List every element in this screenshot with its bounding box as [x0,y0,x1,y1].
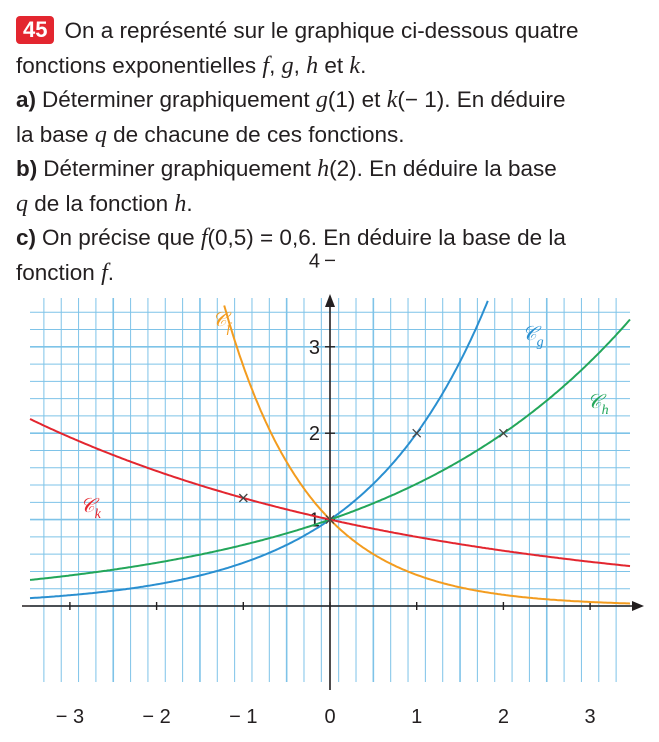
sep-2: , [293,52,307,78]
x-tick-label: − 3 [55,706,85,728]
intro-line-2 [16,49,646,84]
exercise-number-badge: 45 [16,16,54,44]
y-axis-arrow [325,294,335,307]
fn-k: k [349,52,361,79]
question-b-h2: (2). En déduire la base [329,156,557,181]
sep-3: et [318,52,350,78]
curve-label-h: 𝒞$_h$ [587,391,609,418]
question-a-g: g [315,87,328,113]
question-b-line-1 [16,152,646,187]
x-tick-label: − 2 [142,706,171,728]
intro-text-1: On a représenté sur le graphique ci-dessous quatre [64,18,579,43]
y-tick-label: 1 [308,509,320,532]
question-a-k1: (− 1). En déduire [397,87,566,112]
question-a-line-1 [16,83,646,118]
chart-axes [22,250,644,728]
question-a-text-2: la base [16,121,95,147]
question-c-f: f [200,225,208,251]
sep-4: . [360,52,367,78]
question-b-line-2 [16,187,646,222]
question-a-text-1: Déterminer graphiquement [42,87,316,112]
x-tick-label: 2 [497,706,509,728]
question-c-text-1: On précise que [42,225,201,250]
question-c-f-2: f [101,259,108,286]
question-b-h: h [317,156,330,182]
y-tick-label: 3 [308,336,320,359]
x-tick-label: 3 [584,706,596,728]
fn-f: f [262,52,270,79]
question-a-et: et [355,87,387,112]
question-b-h-2: h [174,190,187,217]
question-c-period: . [107,259,114,285]
x-axis-arrow [632,601,644,611]
question-a-text-3: de chacune de ces fonctions. [106,121,405,147]
question-b-text-1: Déterminer graphiquement [43,156,318,181]
question-b-q: q [16,190,28,217]
fn-g: g [281,52,294,79]
question-b-text-2: de la fonction [28,190,175,216]
fn-h: h [306,52,319,79]
x-tick-label: 0 [324,706,336,728]
curve-label-f: 𝒞$_f$ [212,309,231,336]
question-c-f-value: (0,5) = 0,6. En déduire la base de la [207,225,566,250]
x-tick-label: − 1 [229,706,258,728]
intro-line-1 [16,14,646,49]
x-tick-label: 1 [411,706,423,728]
sep-1: , [269,52,282,78]
exercise-statement [16,14,646,290]
intro-text-2: fonctions exponentielles [16,52,263,78]
question-c-line-1 [16,221,646,256]
question-a-line-2 [16,118,646,153]
y-tick-label: 2 [308,423,320,446]
question-c-text-2: fonction [16,259,102,285]
curve-label-g: 𝒞$_g$ [522,323,544,350]
y-tick-label: 4 [308,250,320,273]
question-a-label: a) [16,87,37,112]
question-c-label: c) [16,225,37,250]
question-b-period: . [186,190,193,216]
curve-label-k: 𝒞$_k$ [80,495,101,522]
question-a-q: q [94,121,107,148]
question-a-g1: (1) [327,87,356,112]
question-a-k: k [386,87,398,113]
question-b-label: b) [16,156,38,181]
